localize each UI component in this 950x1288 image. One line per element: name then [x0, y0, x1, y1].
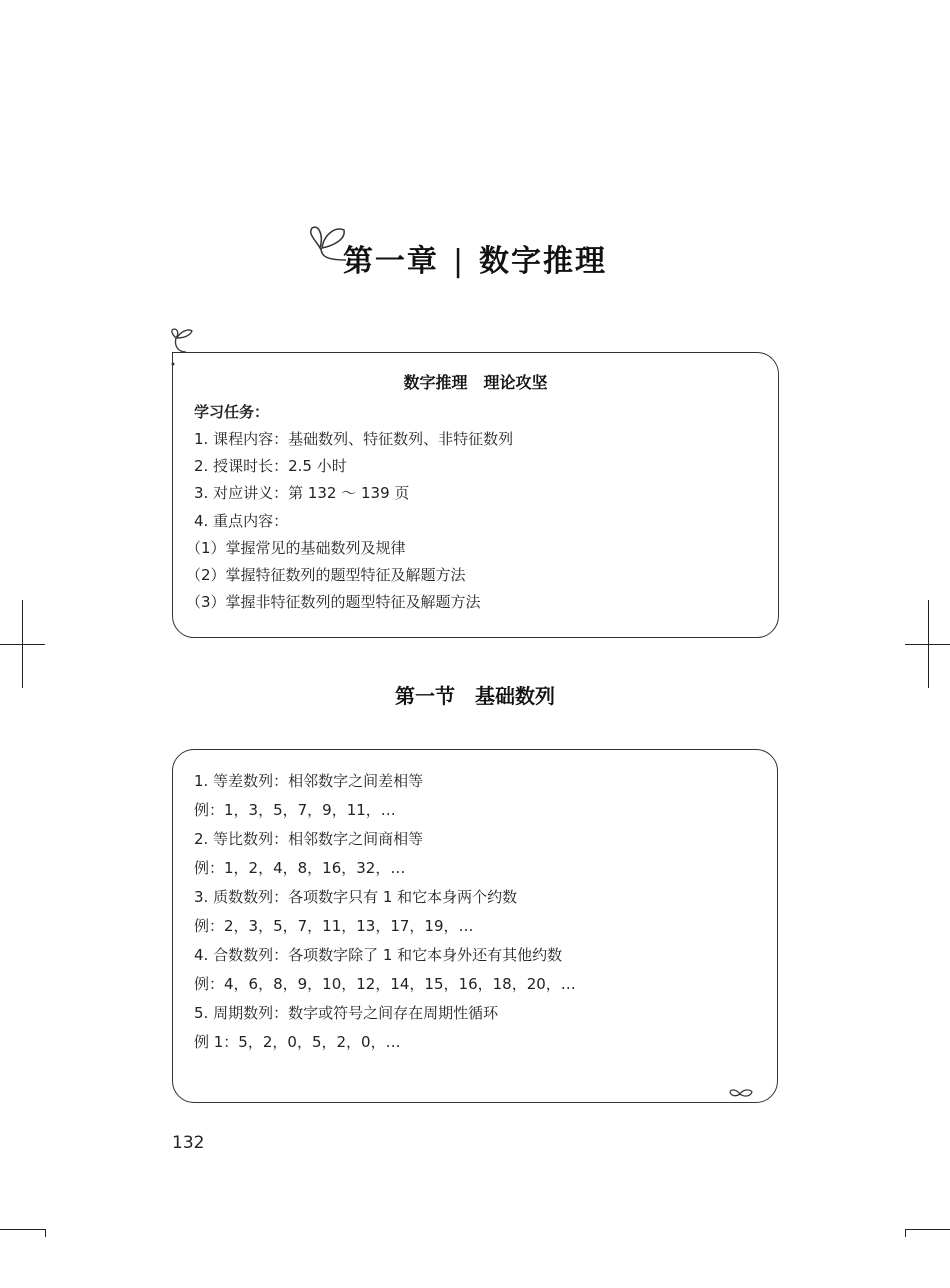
content-line: 3. 质数数列：各项数字只有 1 和它本身两个约数 [194, 888, 518, 906]
content-line: 4. 合数数列：各项数字除了 1 和它本身外还有其他约数 [194, 946, 563, 964]
objectives-line: （2）掌握特征数列的题型特征及解题方法 [186, 566, 466, 584]
content-line: 例：4，6，8，9，10，12，14，15，16，18，20，… [194, 975, 576, 993]
page-number: 132 [172, 1133, 205, 1153]
objectives-line: （3）掌握非特征数列的题型特征及解题方法 [186, 593, 481, 611]
objectives-line: 学习任务： [194, 403, 270, 421]
content-line: 1. 等差数列：相邻数字之间差相等 [194, 772, 424, 790]
objectives-box-title: 数字推理 理论攻坚 [403, 373, 548, 392]
crop-mark-right-horizontal [905, 644, 950, 645]
objectives-line: 3. 对应讲义：第 132 ～ 139 页 [194, 484, 410, 502]
crop-mark-bottom-right-tick [905, 1229, 906, 1237]
objectives-line: 4. 重点内容： [194, 512, 289, 530]
crop-mark-bottom-right [905, 1229, 950, 1230]
content-line: 例 1：5，2，0，5，2，0，… [194, 1033, 401, 1051]
crop-mark-bottom-left [0, 1229, 45, 1230]
sprout-icon [728, 1086, 754, 1102]
content-line: 5. 周期数列：数字或符号之间存在周期性循环 [194, 1004, 499, 1022]
content-line: 例：1，3，5，7，9，11，… [194, 801, 396, 819]
content-line: 2. 等比数列：相邻数字之间商相等 [194, 830, 424, 848]
content-line: 例：2，3，5，7，11，13，17，19，… [194, 917, 474, 935]
objectives-line: 2. 授课时长：2.5 小时 [194, 457, 347, 475]
content-line: 例：1，2，4，8，16，32，… [194, 859, 406, 877]
objectives-line: 1. 课程内容：基础数列、特征数列、非特征数列 [194, 430, 514, 448]
chapter-number: 第一章 [342, 244, 439, 279]
chapter-title [0, 236, 950, 280]
chapter-separator: | [452, 244, 466, 279]
section-title: 第一节 基础数列 [395, 684, 555, 708]
chapter-name: 数字推理 [479, 244, 608, 279]
objectives-line: （1）掌握常见的基础数列及规律 [186, 539, 406, 557]
crop-mark-left-horizontal [0, 644, 45, 645]
crop-mark-bottom-left-tick [45, 1229, 46, 1237]
